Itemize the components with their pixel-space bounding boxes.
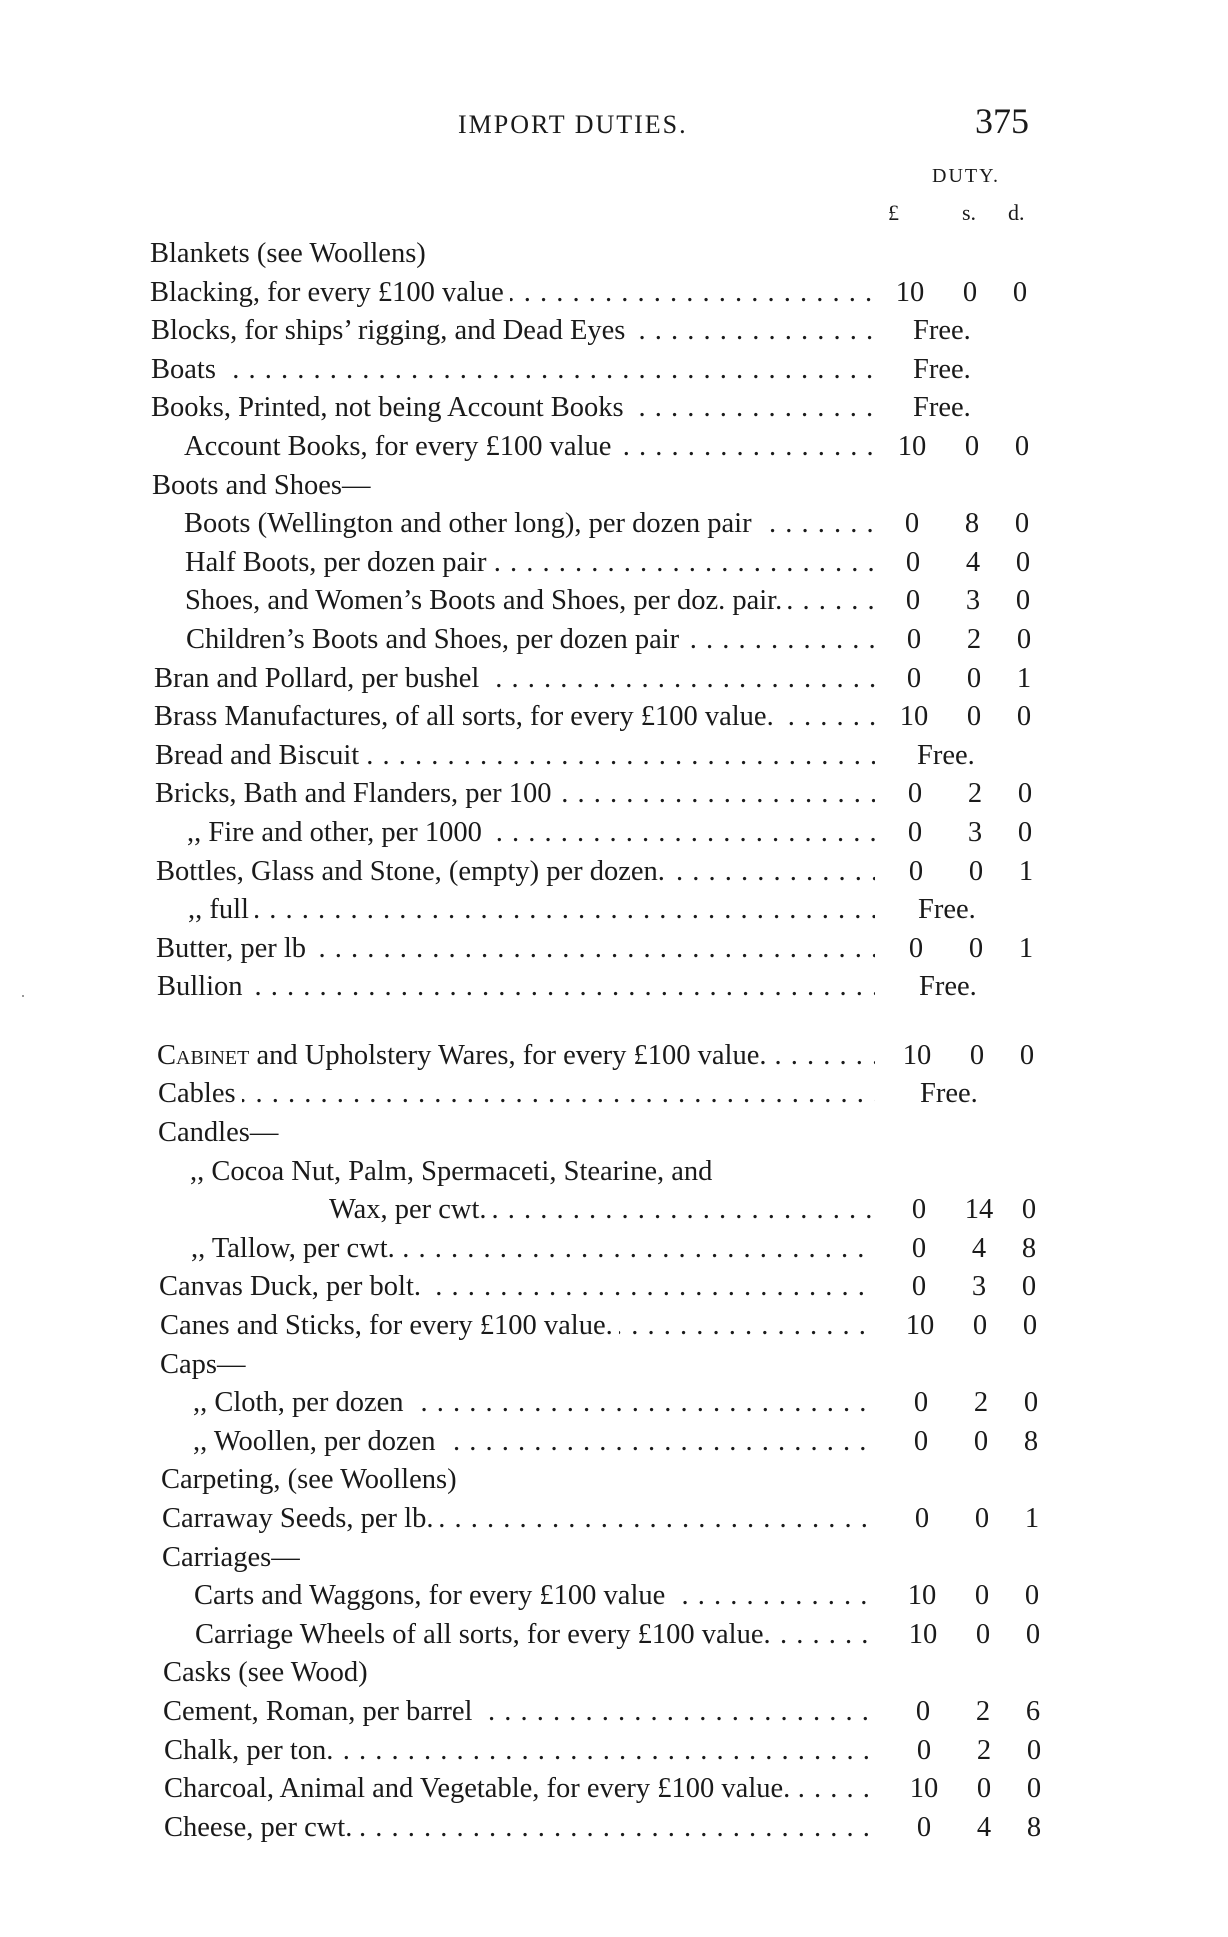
free-value: Free. [918, 894, 976, 926]
shill-value: 2 [975, 1695, 991, 1727]
shill-value: 3 [965, 585, 981, 617]
pence-value: 0 [1014, 508, 1030, 540]
pence-value: 1 [1024, 1503, 1040, 1534]
shill-value: 0 [972, 1310, 988, 1342]
item-label [155, 775, 875, 814]
item-label-text: Boots (Wellington and other long), per dozen pair [184, 508, 758, 539]
shill-value: 0 [962, 276, 978, 308]
pounds-value: 10 [908, 1618, 938, 1650]
item-label [159, 1268, 875, 1307]
item-label [151, 389, 875, 428]
table-row [0, 1230, 1228, 1269]
item-label [193, 1423, 875, 1462]
item-label [185, 582, 875, 621]
item-label [184, 505, 875, 544]
shill-value: 3 [967, 816, 983, 848]
table-row [0, 1307, 1228, 1346]
item-label-text: Children’s Boots and Shoes, per dozen pair [186, 624, 685, 655]
pounds-value: 0 [906, 662, 922, 694]
table-row [0, 775, 1228, 814]
item-label [150, 274, 875, 313]
table-row [0, 1616, 1228, 1655]
table-row [0, 698, 1228, 737]
table-row [0, 1577, 1228, 1616]
shill-value: 2 [976, 1734, 992, 1766]
table-row [0, 1346, 1228, 1385]
item-label-text: Carriage Wheels of all sorts, for every £100 value. [195, 1619, 777, 1650]
pence-value: 0 [1021, 1194, 1037, 1226]
shill-value: 0 [964, 430, 980, 462]
pence-value: 1 [1018, 855, 1034, 887]
item-label-text: Carts and Waggons, for every £100 value [194, 1580, 671, 1611]
pounds-value: 0 [911, 1194, 927, 1226]
item-label [163, 1654, 374, 1693]
shill-value: 4 [965, 546, 981, 578]
pounds-value: 10 [899, 701, 929, 733]
pounds-value: 0 [904, 508, 920, 540]
item-label [193, 1384, 875, 1423]
item-label-text: Brass Manufactures, of all sorts, for every £100 value. [154, 701, 780, 732]
item-label-text: Bricks, Bath and Flanders, per 100 [155, 778, 558, 809]
table-row [0, 312, 1228, 351]
item-label-text: ,, Woollen, per dozen [193, 1426, 442, 1457]
table-row [0, 1114, 1228, 1153]
table-row [0, 621, 1228, 660]
pounds-value: 0 [905, 585, 921, 617]
table-row [0, 853, 1228, 892]
table-row [0, 814, 1228, 853]
pence-heading: d. [1008, 200, 1025, 225]
table-row [0, 660, 1228, 699]
item-label-text: Carraway Seeds, per lb. [162, 1503, 439, 1534]
pounds-value: 0 [913, 1425, 929, 1457]
item-label [151, 351, 875, 390]
table-row [0, 930, 1228, 969]
table-row [0, 1423, 1228, 1462]
item-label-text: Half Boots, per dozen pair [185, 547, 493, 578]
item-label-text: ,, full [188, 894, 255, 925]
item-label [194, 1577, 875, 1616]
pence-value: 0 [1022, 1310, 1038, 1342]
item-label [162, 1500, 875, 1539]
table-row [0, 351, 1228, 390]
shill-value: 4 [971, 1232, 987, 1264]
table-row [0, 1809, 1228, 1848]
item-label-text: Shoes, and Women’s Boots and Shoes, per doz. pair. [185, 585, 788, 616]
shill-value: 3 [971, 1271, 987, 1303]
pence-value: 0 [1014, 430, 1030, 462]
item-label [151, 312, 875, 351]
table-row [0, 389, 1228, 428]
item-label [184, 428, 875, 467]
table-row [0, 274, 1228, 313]
shill-value: 0 [976, 1773, 992, 1805]
free-value: Free. [913, 392, 971, 424]
table-row [0, 1500, 1228, 1539]
item-label-text: Cabinet and Upholstery Wares, for every £100 value. [157, 1040, 773, 1071]
item-label-text: Chalk, per ton. [164, 1735, 339, 1766]
item-label-text: Books, Printed, not being Account Books [151, 392, 630, 423]
pence-value: 0 [1016, 623, 1032, 655]
item-label-text: Boots and Shoes— [152, 470, 377, 501]
table-row [0, 891, 1228, 930]
table-row [0, 1461, 1228, 1500]
pounds-value: 10 [897, 430, 927, 462]
page-number: 375 [975, 101, 1029, 141]
item-label [150, 235, 432, 274]
table-row [0, 1539, 1228, 1578]
pounds-value: 0 [916, 1734, 932, 1766]
item-label [187, 814, 875, 853]
item-label [160, 1307, 875, 1346]
item-label [164, 1732, 875, 1771]
running-header [0, 100, 1228, 150]
item-label-text: ,, Tallow, per cwt. [191, 1233, 401, 1264]
item-label-text: Blankets (see Woollens) [150, 238, 432, 269]
pence-value: 1 [1018, 932, 1034, 964]
pounds-value: 0 [913, 1387, 929, 1419]
item-label [152, 467, 377, 506]
item-label-text: Account Books, for every £100 value [184, 431, 617, 462]
section-gap [0, 1007, 1228, 1037]
item-label [185, 544, 875, 583]
item-label [158, 1075, 875, 1114]
item-label-text: Candles— [158, 1117, 284, 1148]
item-label-text: ,, Cocoa Nut, Palm, Spermaceti, Stearine, and [190, 1156, 718, 1187]
pounds-value: 0 [908, 855, 924, 887]
pounds-value: 0 [906, 623, 922, 655]
table-row [0, 1384, 1228, 1423]
item-label [191, 1230, 875, 1269]
page-title: IMPORT DUTIES. [458, 110, 688, 139]
shill-value: 2 [967, 778, 983, 810]
item-label-text: ,, Cloth, per dozen [193, 1387, 410, 1418]
shill-value: 14 [964, 1194, 994, 1226]
pence-value: 0 [1026, 1773, 1042, 1805]
shill-value: 0 [975, 1618, 991, 1650]
item-label [195, 1616, 875, 1655]
pounds-value: 10 [895, 276, 925, 308]
table-row [0, 235, 1228, 274]
shill-value: 0 [969, 1039, 985, 1071]
pence-value: 1 [1016, 662, 1032, 694]
pounds-value: 10 [909, 1773, 939, 1805]
item-label-text: Bread and Biscuit [155, 740, 365, 771]
table-row [0, 467, 1228, 506]
item-label [162, 1539, 306, 1578]
pence-value: 0 [1025, 1618, 1041, 1650]
table-row [0, 582, 1228, 621]
table-row [0, 1075, 1228, 1114]
table-row [0, 1693, 1228, 1732]
shill-value: 0 [973, 1425, 989, 1457]
pence-value: 0 [1026, 1734, 1042, 1766]
shill-value: 0 [966, 701, 982, 733]
pounds-value: 10 [905, 1310, 935, 1342]
item-label [157, 968, 875, 1007]
item-label [154, 698, 875, 737]
item-label [186, 621, 875, 660]
pence-value: 0 [1023, 1387, 1039, 1419]
item-label [156, 853, 875, 892]
free-value: Free. [917, 739, 975, 771]
duty-column-header [880, 165, 1040, 235]
item-label [154, 660, 875, 699]
margin-speck [22, 995, 24, 997]
table-row [0, 1654, 1228, 1693]
item-label-text: Bottles, Glass and Stone, (empty) per dozen. [156, 856, 671, 887]
pounds-value: 0 [907, 778, 923, 810]
item-label [158, 1114, 284, 1153]
table-row [0, 1268, 1228, 1307]
item-label-text: Casks (see Wood) [163, 1657, 374, 1688]
item-label-text: Cheese, per cwt. [164, 1812, 358, 1843]
shill-value: 2 [966, 623, 982, 655]
duty-table [0, 235, 1228, 1847]
table-row [0, 428, 1228, 467]
item-label [156, 930, 875, 969]
shill-value: 8 [964, 508, 980, 540]
shill-value: 0 [968, 932, 984, 964]
item-label [164, 1770, 875, 1809]
item-label-text: Canes and Sticks, for every £100 value. [160, 1310, 619, 1341]
shill-value: 0 [974, 1503, 990, 1534]
table-row [0, 505, 1228, 544]
item-label-text: Cement, Roman, per barrel [163, 1696, 478, 1727]
item-label [157, 1037, 875, 1076]
free-value: Free. [919, 971, 977, 1003]
item-label [161, 1461, 463, 1500]
pounds-value: 10 [907, 1580, 937, 1612]
table-row [0, 1770, 1228, 1809]
shill-value: 4 [976, 1811, 992, 1843]
table-row [0, 1191, 1228, 1230]
pence-value: 0 [1012, 276, 1028, 308]
pence-value: 8 [1026, 1811, 1042, 1843]
item-label-text: Carriages— [162, 1542, 306, 1573]
pounds-value: 0 [915, 1695, 931, 1727]
shillings-heading: s. [962, 200, 977, 225]
pence-value: 0 [1024, 1580, 1040, 1612]
pence-value: 8 [1021, 1232, 1037, 1264]
item-label-text: Bullion [157, 971, 249, 1002]
pence-value: 0 [1015, 585, 1031, 617]
shill-value: 2 [973, 1387, 989, 1419]
shill-value: 0 [966, 662, 982, 694]
shill-value: 0 [974, 1580, 990, 1612]
table-row [0, 1037, 1228, 1076]
item-label-text: Carpeting, (see Woollens) [161, 1464, 463, 1495]
pounds-value: 0 [911, 1232, 927, 1264]
pence-value: 6 [1025, 1695, 1041, 1727]
item-label [155, 737, 875, 776]
pence-value: 8 [1023, 1425, 1039, 1457]
item-label-text: Charcoal, Animal and Vegetable, for every £100 value. [164, 1773, 796, 1804]
item-label [163, 1693, 875, 1732]
pence-value: 0 [1015, 546, 1031, 578]
item-label-text: Blocks, for ships’ rigging, and Dead Eyes [151, 315, 631, 346]
item-label [188, 891, 875, 930]
pounds-value: 0 [911, 1271, 927, 1303]
item-label-text: Boats [151, 354, 222, 385]
pence-value: 0 [1016, 701, 1032, 733]
item-label-text: ,, Fire and other, per 1000 [187, 817, 488, 848]
table-row [0, 1732, 1228, 1771]
item-label-text: Caps— [160, 1349, 252, 1380]
item-label [329, 1191, 875, 1230]
item-label-text: Blacking, for every £100 value [150, 277, 510, 308]
pence-value: 0 [1019, 1039, 1035, 1071]
table-row [0, 1153, 1228, 1192]
pence-value: 0 [1021, 1271, 1037, 1303]
item-label-text: Wax, per cwt. [329, 1194, 493, 1225]
duty-heading: DUTY. [932, 165, 1000, 187]
free-value: Free. [913, 353, 971, 385]
pounds-value: 0 [914, 1503, 930, 1534]
shill-value: 0 [968, 855, 984, 887]
pounds-heading: £ [888, 200, 899, 225]
pounds-value: 0 [907, 816, 923, 848]
item-label [164, 1809, 875, 1848]
item-label [190, 1153, 718, 1192]
table-row [0, 968, 1228, 1007]
table-row [0, 544, 1228, 583]
free-value: Free. [920, 1078, 978, 1110]
pence-value: 0 [1017, 816, 1033, 848]
table-row [0, 737, 1228, 776]
item-label-text: Cables [158, 1078, 242, 1109]
free-value: Free. [913, 315, 971, 347]
pence-value: 0 [1017, 778, 1033, 810]
item-label-text: Butter, per lb [156, 933, 312, 964]
item-label-text: Bran and Pollard, per bushel [154, 663, 485, 694]
pounds-value: 10 [902, 1039, 932, 1071]
pounds-value: 0 [905, 546, 921, 578]
pounds-value: 0 [916, 1811, 932, 1843]
item-label [160, 1346, 252, 1385]
item-label-text: Canvas Duck, per bolt. [159, 1271, 427, 1302]
pounds-value: 0 [908, 932, 924, 964]
